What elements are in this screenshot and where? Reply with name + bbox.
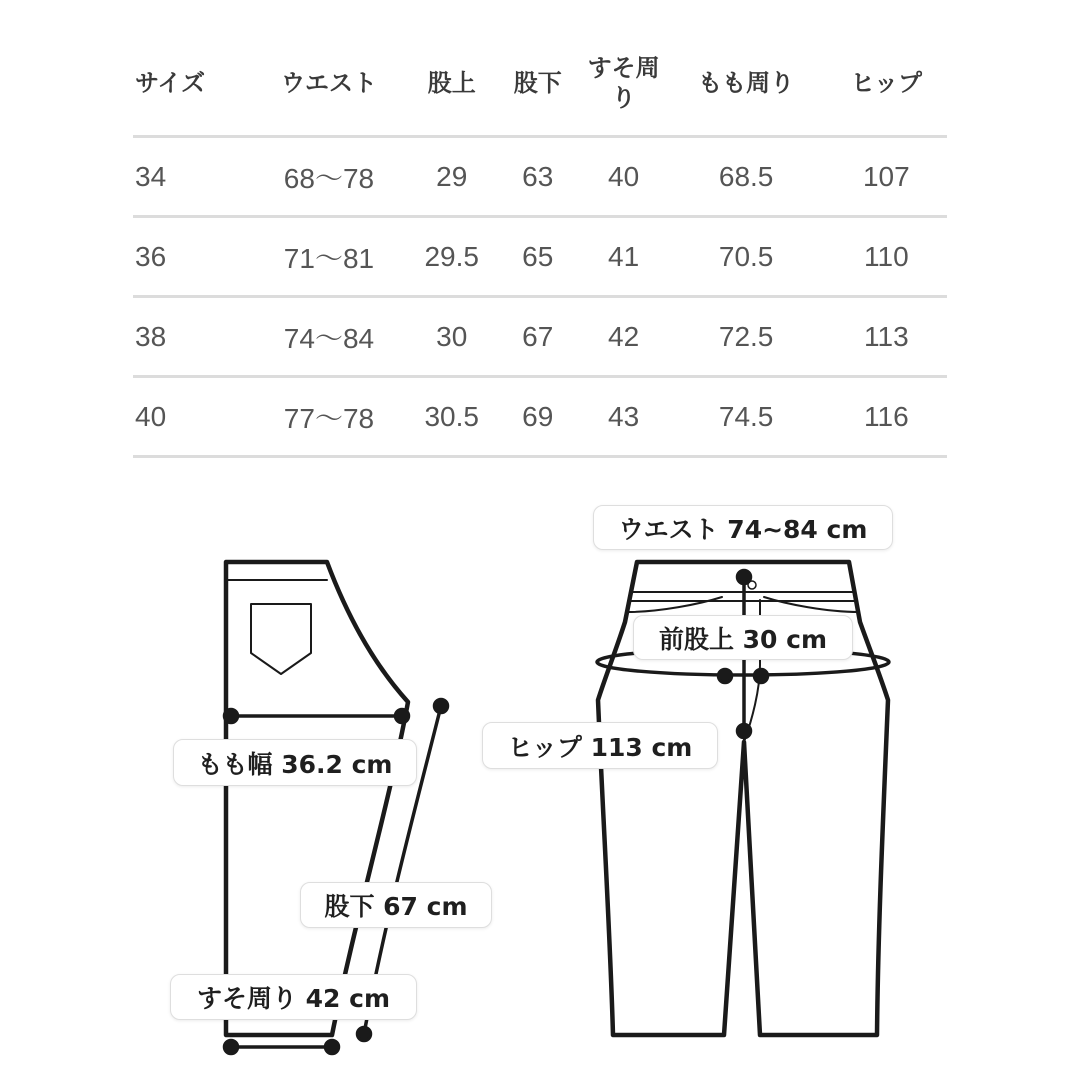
thigh-start-dot — [225, 710, 238, 723]
table-cell: 69 — [495, 377, 581, 457]
table-cell: 34 — [133, 137, 249, 217]
header-thigh: もも周り — [667, 30, 826, 137]
hem-label: すそ周り 42 cm — [170, 974, 417, 1020]
thigh-end-dot — [396, 710, 409, 723]
front-rise-bottom-dot — [738, 725, 751, 738]
side-view-pant-leg — [226, 562, 408, 1035]
table-cell: 40 — [133, 377, 249, 457]
hip-right-dot — [755, 670, 768, 683]
table-cell: 43 — [581, 377, 667, 457]
hem-start-dot — [225, 1041, 238, 1054]
table-cell: 65 — [495, 217, 581, 297]
table-cell: 41 — [581, 217, 667, 297]
front-rise-label: 前股上 30 cm — [633, 615, 853, 660]
table-cell: 68.5 — [667, 137, 826, 217]
table-cell: 68〜78 — [249, 137, 408, 217]
table-cell: 30.5 — [409, 377, 495, 457]
header-waist: ウエスト — [249, 30, 408, 137]
header-rise: 股上 — [409, 30, 495, 137]
table-cell: 113 — [826, 297, 947, 377]
table-cell: 29 — [409, 137, 495, 217]
header-size: サイズ — [133, 30, 249, 137]
front-rise-top-dot — [738, 571, 751, 584]
table-cell: 77〜78 — [249, 377, 408, 457]
waist-label: ウエスト 74~84 cm — [593, 505, 893, 550]
hip-left-dot — [719, 670, 732, 683]
table-cell: 36 — [133, 217, 249, 297]
table-cell: 74.5 — [667, 377, 826, 457]
table-cell: 110 — [826, 217, 947, 297]
table-cell: 29.5 — [409, 217, 495, 297]
hem-end-dot — [326, 1041, 339, 1054]
table-cell: 63 — [495, 137, 581, 217]
table-cell: 71〜81 — [249, 217, 408, 297]
header-inseam: 股下 — [495, 30, 581, 137]
table-cell: 116 — [826, 377, 947, 457]
thigh-width-label: もも幅 36.2 cm — [173, 739, 417, 786]
table-cell: 74〜84 — [249, 297, 408, 377]
inseam-top-dot — [435, 700, 448, 713]
back-pocket — [251, 604, 311, 674]
table-cell: 42 — [581, 297, 667, 377]
table-cell: 72.5 — [667, 297, 826, 377]
table-cell: 40 — [581, 137, 667, 217]
inseam-label: 股下 67 cm — [300, 882, 492, 928]
table-cell: 38 — [133, 297, 249, 377]
inseam-bottom-dot — [358, 1028, 371, 1041]
hip-label: ヒップ 113 cm — [482, 722, 718, 769]
table-cell: 30 — [409, 297, 495, 377]
table-cell: 107 — [826, 137, 947, 217]
table-cell: 70.5 — [667, 217, 826, 297]
table-cell: 67 — [495, 297, 581, 377]
header-hem: すそ周り — [581, 30, 667, 137]
header-hip: ヒップ — [826, 30, 947, 137]
